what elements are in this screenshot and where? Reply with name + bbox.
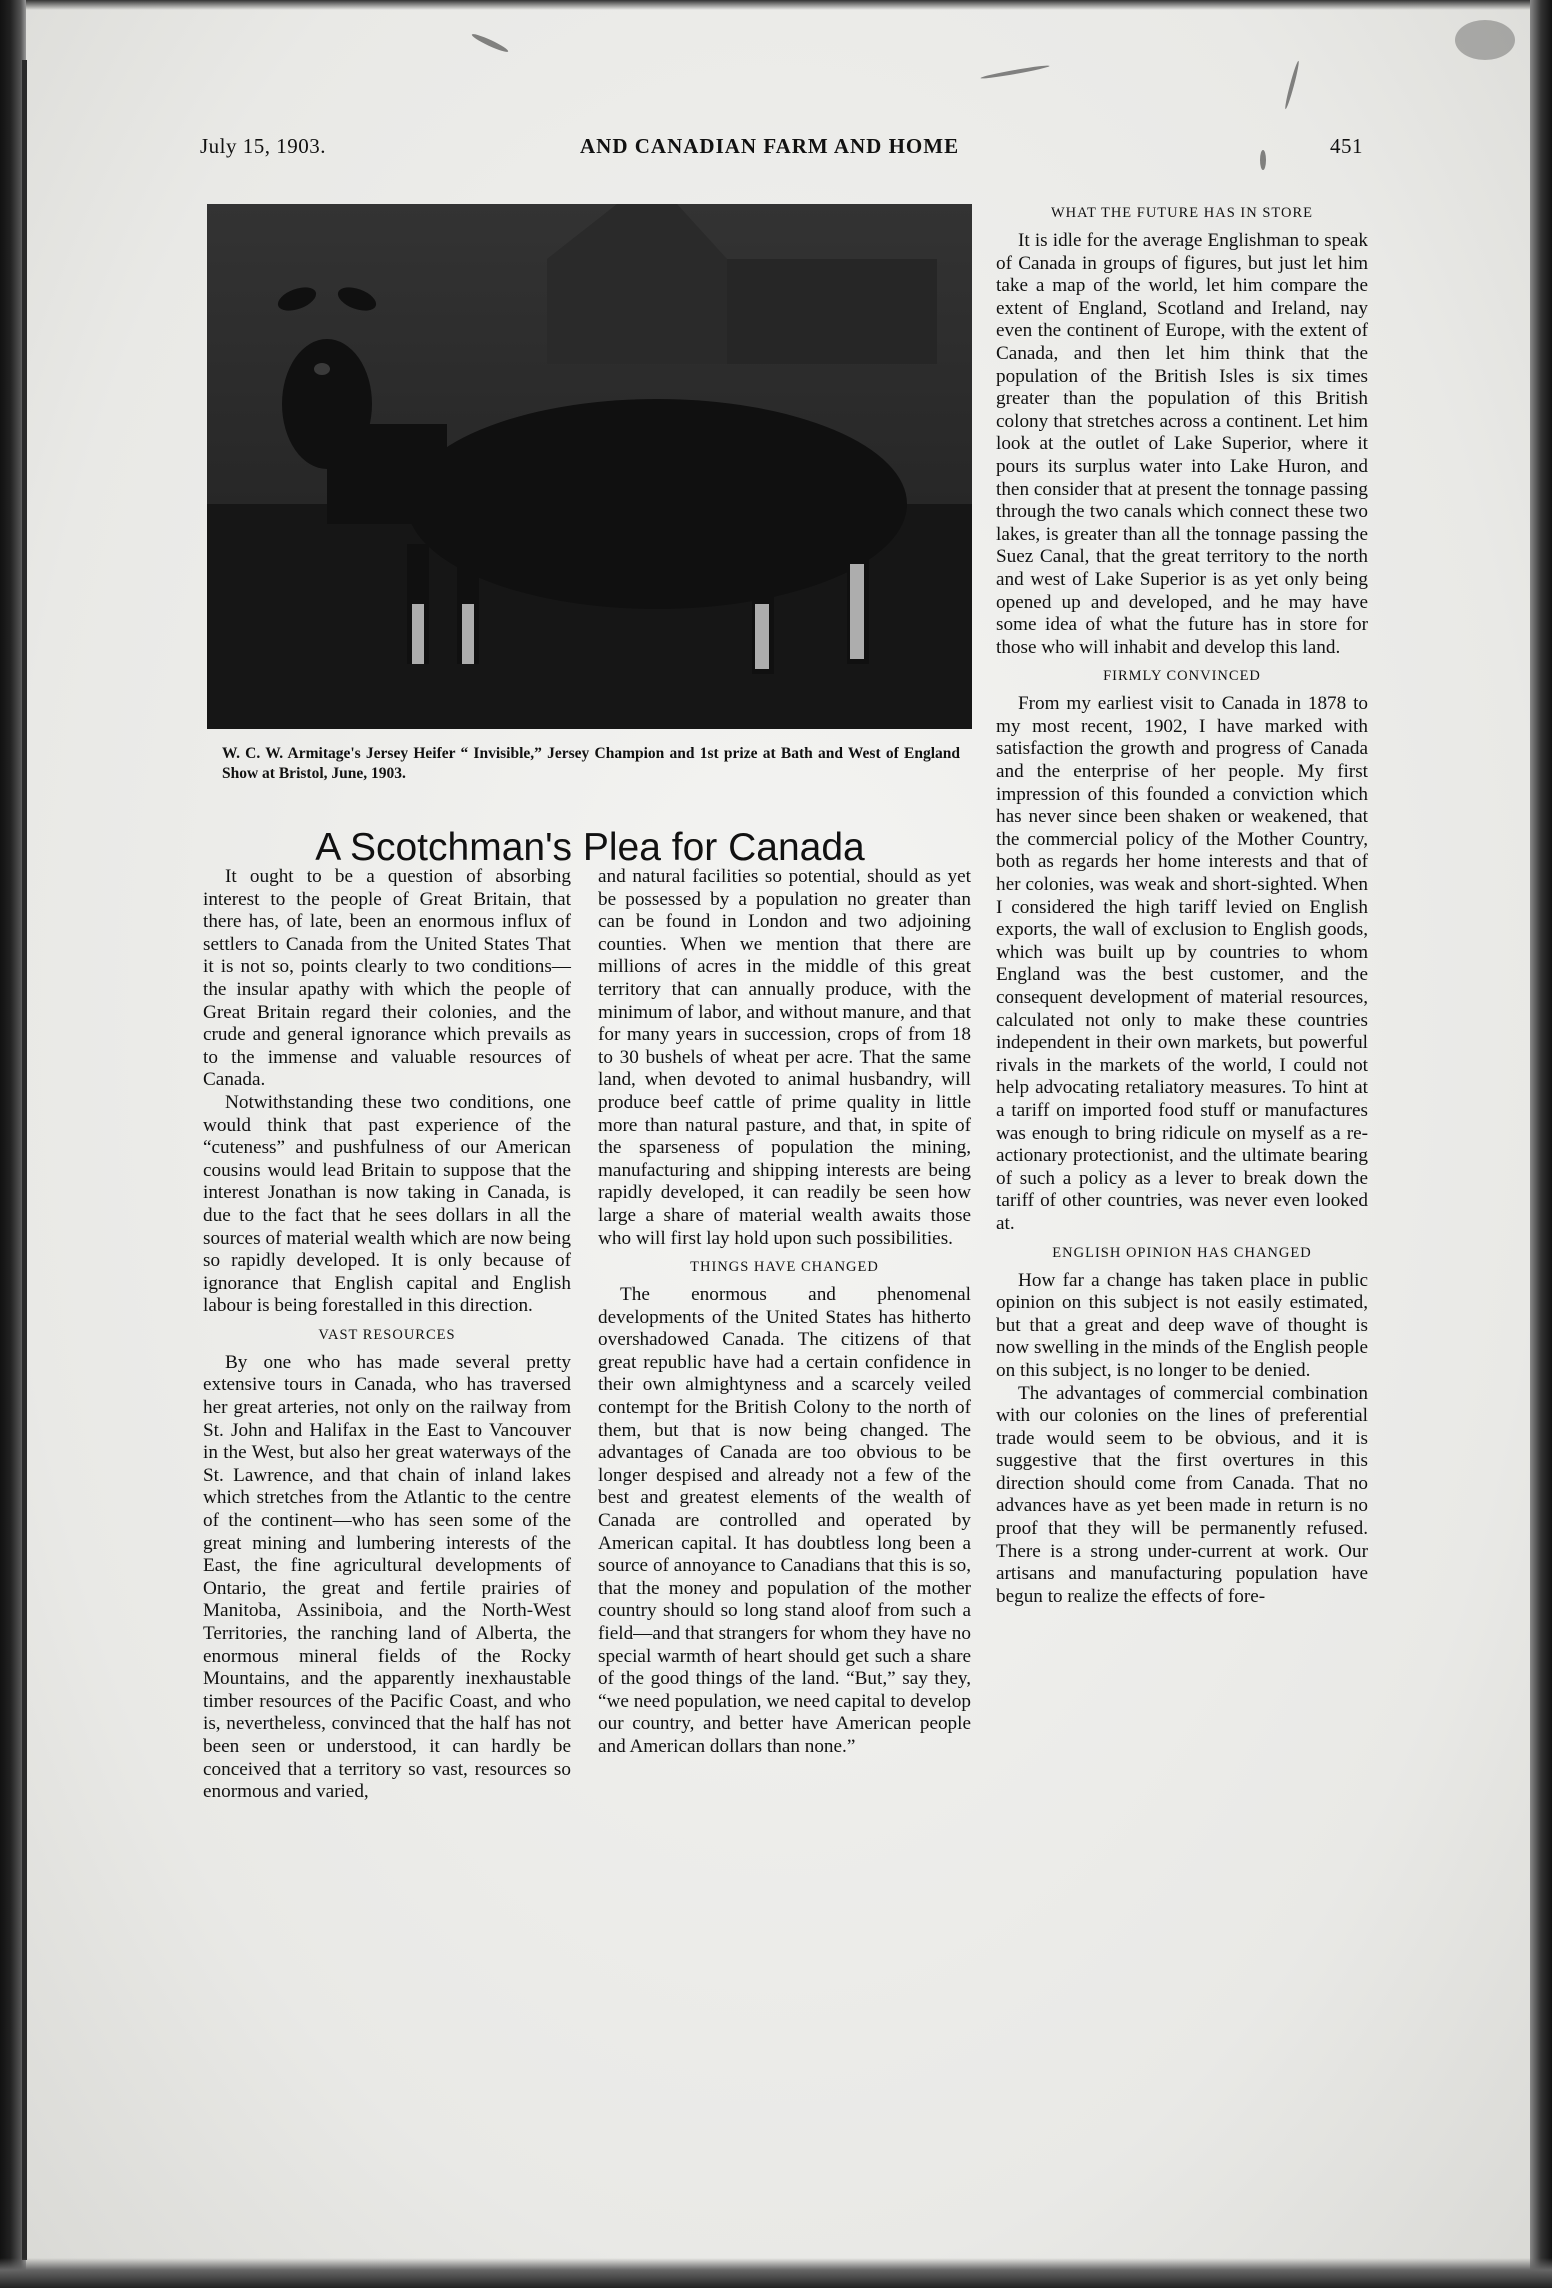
scan-speck [980, 64, 1050, 80]
page-binding-line [22, 60, 27, 2260]
jersey-heifer-photo [207, 204, 972, 729]
scan-speck [471, 32, 510, 54]
paragraph: Notwithstanding these two conditions, one would think that past experience of the “cuteness” and pushfulness of our American cousins would lead Britain to suppose that the interest Jonathan is now taking in Canada, is due to the fact that he sees dollars in all the sources of material wealth which are now being so rapidly developed. It is only because of ignorance that English capital and English labour is being forestalled in this direction. [203, 1091, 571, 1317]
paragraph: The advantages of commercial combination with our colonies on the lines of preferential trade would seem to be obvious, and it is suggestive that the first overtures in this direction should come from Canada. That no advances have as yet been made in return is no proof that they will be permanently refused. There is a strong under-current at work. Our artisans and manufacturing population have begun to realize the effects of fore- [996, 1382, 1368, 1607]
barn-wing [727, 259, 937, 364]
paragraph: By one who has made several pretty extensive tours in Canada, who has traversed her great arteries, not only on the railway from St. John and Halifax in the East to Vancouver in the West, but also her great waterways of the St. Lawrence, and that chain of inland lakes which stretches from the Atlantic to the centre of the continent—who has seen some of the great mining and lumbering interests of the East, the fine agricultural developments of Ontario, the great and fertile prairies of Manitoba, Assiniboia, and the North-West Territories, the ranching land of Alberta, the enormous mineral fields of the Rocky Mountains, and the apparently inexhaustable timber resources of the Pacific Coast, and who is, nevertheless, convinced that the half has not been seen or understood, it can hardly be conceived that a territory so vast, resources so enormous and varied, [203, 1351, 571, 1803]
section-heading-english-opinion: ENGLISH OPINION HAS CHANGED [1052, 1244, 1312, 1261]
publication-title: AND CANADIAN FARM AND HOME [580, 134, 960, 158]
scan-edge-bottom [0, 2258, 1552, 2288]
paragraph: and natural facilities so potential, should as yet be possessed by a population no greater than can be found in London and two adjoining counties. When we mention that there are millions of acres in the middle of this great territory that can annually produce, with the minimum of labor, and without manure, and that for many years in succession, crops of from 18 to 30 bushels of wheat per acre. That the same land, when devoted to animal husbandry, will produce beef cattle of prime quality in little more than natural pasture, and that, in spite of the sparseness of population the mining, manufacturing and shipping interests are being rapidly developed, it can readily be seen how large a share of material wealth awaits those who will first lay hold upon such possibilities. [598, 866, 971, 1249]
scan-speck [1260, 150, 1266, 170]
section-heading-future: WHAT THE FUTURE HAS IN STORE [1050, 205, 1314, 221]
paragraph: The enormous and phenomenal developments of the United States has hitherto overshadowed Canada. The citizens of that great republic have had a certain confidence in their own almightyness and a scarcely veiled contempt for the British Colony to the north of them, but that is now being changed. The advantages of Canada are too obvious to be longer despised and already not a few of the best and greatest elements of the wealth of Canada are controlled and operated by American capital. It has doubtless long been a source of annoyance to Canadians that this is so, that the money and population of the mother country should so long stand aloof from such a field—and that strangers for whom they have no special warmth of heart should get such a share of the good things of the land. “But,” say they, “we need population, we need capital to develop our country, and better have American people and American dollars than none.” [598, 1284, 971, 1757]
paragraph: It is idle for the average Englishman to speak of Canada in groups of figures, but just let him take a map of the world, let him compare the extent of England, Scotland and Ireland, nay even the continent of Europe, with the extent of Canada, and then let him think that the population of the British Isles is six times greater than the population of this British colony that stretches across a continent. Let him look at the outlet of Lake Superior, where it pours its surplus water into Lake Huron, and then consider that at present the tonnage passing through the two canals which connect these two lakes, is greater than all the tonnage passing the Suez Canal, that the great territory to the north and west of Lake Superior is as yet only being opened up and developed, and he may have some idea of what the future has in store for those who will inhabit and develop this land. [996, 230, 1368, 658]
section-heading-things-have-changed: THINGS HAVE CHANGED [690, 1259, 879, 1276]
article-column-1 [203, 866, 571, 1804]
section-heading-vast-resources: VAST RESOURCES [318, 1326, 456, 1343]
article-column-2 [598, 866, 971, 1759]
scan-edge-right [1530, 0, 1552, 2288]
photo-caption: W. C. W. Armitage's Jersey Heifer “ Invisible,” Jersey Champion and 1st prize at Bath and West of England Show at Bristol, June, 1903. [222, 745, 960, 782]
article-title: A Scotchman's Plea for Canada [315, 826, 865, 870]
scan-speck [1284, 60, 1301, 109]
paragraph: It ought to be a question of absorbing interest to the people of Great Britain, that there has, of late, been an enormous influx of settlers to Canada from the United States That it is not so, points clearly to two conditions—the insular apathy with which the people of Great Britain regard their colonies, and the crude and general ignorance which prevails as to the immense and valuable resources of Canada. [203, 866, 571, 1091]
issue-date: July 15, 1903. [200, 134, 327, 158]
section-heading-firmly-convinced: FIRMLY CONVINCED [1103, 668, 1261, 685]
scan-edge-top [0, 0, 1552, 10]
article-column-3 [996, 196, 1368, 1608]
paragraph: From my earliest visit to Canada in 1878 to my most recent, 1902, I have marked with satisfaction the growth and progress of Canada and the enterprise of her people. My first impression of this founded a conviction which has never since been shaken or weakened, that the commercial policy of the Mother Country, both as regards her home interests and that of her colonies, was weak and short-sighted. When I considered the high tariff levied on English exports, the wall of exclusion to English goods, which was built up by countries to whom England was the best customer, and the consequent development of material resources, calculated not only to make these countries independent in their own markets, but powerful rivals in the markets of the world, I could not help advocating retaliatory measures. To hint at a tariff on imported food stuff or manufactures was enough to bring ridicule on myself as a re-actionary protectionist, and the ultimate bearing of such a policy as a lever to break down the tariff of other countries, was never even looked at. [996, 693, 1368, 1234]
scan-speck [1455, 20, 1515, 60]
cow-eye-highlight [314, 363, 330, 375]
paragraph: How far a change has taken place in public opinion on this subject is not easily estimated, but that a great and deep wave of thought is now swelling in the minds of the English people on this subject, is no longer to be denied. [996, 1269, 1368, 1381]
page-number: 451 [1330, 134, 1363, 158]
